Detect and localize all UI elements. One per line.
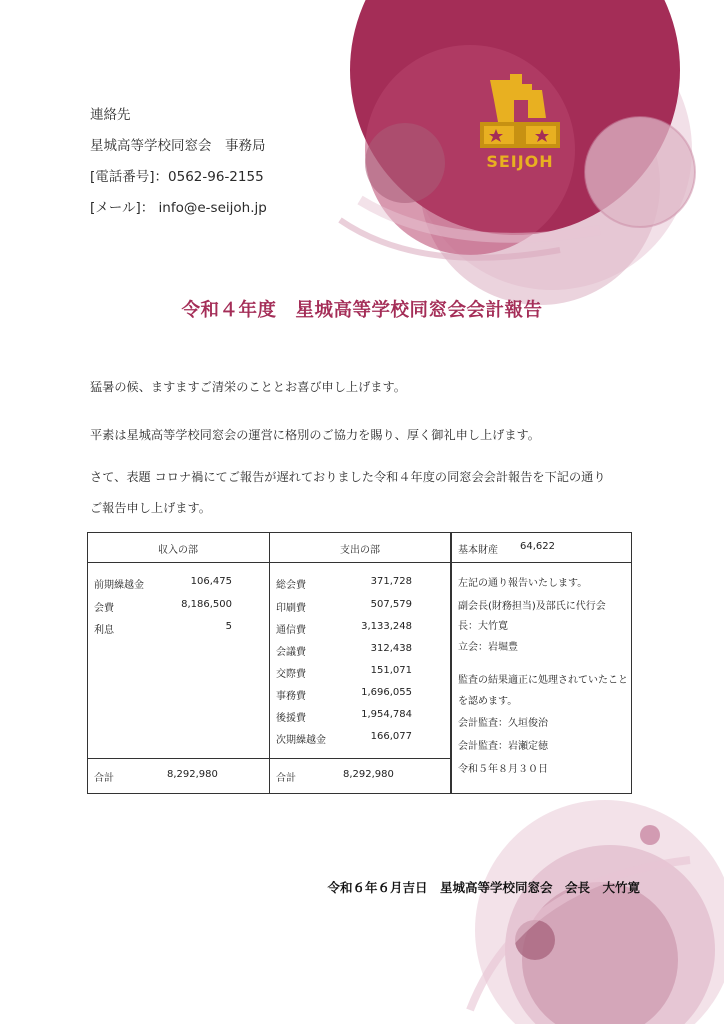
expense-item-label: 印刷費 <box>276 603 306 614</box>
expense-item-label: 会議費 <box>276 647 306 658</box>
notes-line: 令和５年８月３０日 <box>458 764 548 775</box>
column-divider <box>269 532 270 794</box>
fund-value: 64,622 <box>520 541 555 552</box>
notes-line: 会計監査：岩瀬定徳 <box>458 741 548 752</box>
expense-item-label: 総会費 <box>276 580 306 591</box>
expense-item-label: 交際費 <box>276 669 306 680</box>
greeting-paragraph-4: ご報告申し上げます。 <box>90 501 211 515</box>
income-item-label: 前期繰越金 <box>94 580 144 591</box>
contact-heading: 連絡先 <box>90 107 131 123</box>
expense-item-value: 1,954,784 <box>361 709 412 720</box>
total-divider <box>87 758 451 759</box>
notes-line: 会計監査：久垣俊治 <box>458 718 548 729</box>
expense-item-label: 次期繰越金 <box>276 735 326 746</box>
notes-header-divider <box>451 562 632 563</box>
income-item-label: 利息 <box>94 625 114 636</box>
notes-line: 副会長(財務担当)及部氏に代行会 <box>458 601 606 612</box>
expense-item-label: 事務費 <box>276 691 306 702</box>
income-total-label: 合計 <box>94 773 114 784</box>
notes-box <box>451 532 632 794</box>
income-item-value: 8,186,500 <box>181 599 232 610</box>
contact-email: [メール]： info@e-seijoh.jp <box>90 200 267 216</box>
income-item-label: 会費 <box>94 603 114 614</box>
expense-item-value: 151,071 <box>370 665 412 676</box>
financial-report-table <box>87 532 632 794</box>
income-total-value: 8,292,980 <box>167 769 218 780</box>
fund-label: 基本財産 <box>458 545 498 556</box>
notes-line: を認めます。 <box>458 696 518 707</box>
header-divider <box>87 562 451 563</box>
income-item-value: 5 <box>225 621 232 632</box>
expense-item-label: 通信費 <box>276 625 306 636</box>
greeting-paragraph-1: 猛暑の候、ますますご清栄のこととお喜び申し上げます。 <box>90 380 406 394</box>
contact-office: 星城高等学校同窓会 事務局 <box>90 138 266 154</box>
notes-line: 監査の結果適正に処理されていたこと <box>458 675 628 686</box>
greeting-paragraph-3: さて、表題 コロナ禍にてご報告が遅れておりました令和４年度の同窓会会計報告を下記の通り <box>90 470 606 484</box>
expense-item-value: 507,579 <box>370 599 412 610</box>
notes-line: 長：大竹寛 <box>458 621 508 632</box>
expense-total-value: 8,292,980 <box>343 769 394 780</box>
seijoh-logo <box>470 70 570 180</box>
signature-line: 令和６年６月吉日 星城高等学校同窓会 会長 大竹寛 <box>327 880 640 895</box>
contact-block <box>90 100 267 224</box>
page-title: 令和４年度 星城高等学校同窓会会計報告 <box>181 300 543 321</box>
expense-item-value: 3,133,248 <box>361 621 412 632</box>
income-item-value: 106,475 <box>190 576 232 587</box>
notes-line: 立会：岩堀豊 <box>458 642 518 653</box>
greeting-paragraph-2: 平素は星城高等学校同窓会の運営に格別のご協力を賜り、厚く御礼申し上げます。 <box>90 428 540 442</box>
expense-item-label: 後援費 <box>276 713 306 724</box>
expense-item-value: 166,077 <box>370 731 412 742</box>
expense-item-value: 371,728 <box>370 576 412 587</box>
income-header: 収入の部 <box>158 545 198 556</box>
notes-line: 左記の通り報告いたします。 <box>458 578 588 589</box>
expense-header: 支出の部 <box>340 545 380 556</box>
expense-item-value: 1,696,055 <box>361 687 412 698</box>
logo-text: SEIJOH <box>486 152 554 171</box>
contact-phone: [電話番号]：0562-96-2155 <box>90 169 264 185</box>
expense-item-value: 312,438 <box>370 643 412 654</box>
expense-total-label: 合計 <box>276 773 296 784</box>
